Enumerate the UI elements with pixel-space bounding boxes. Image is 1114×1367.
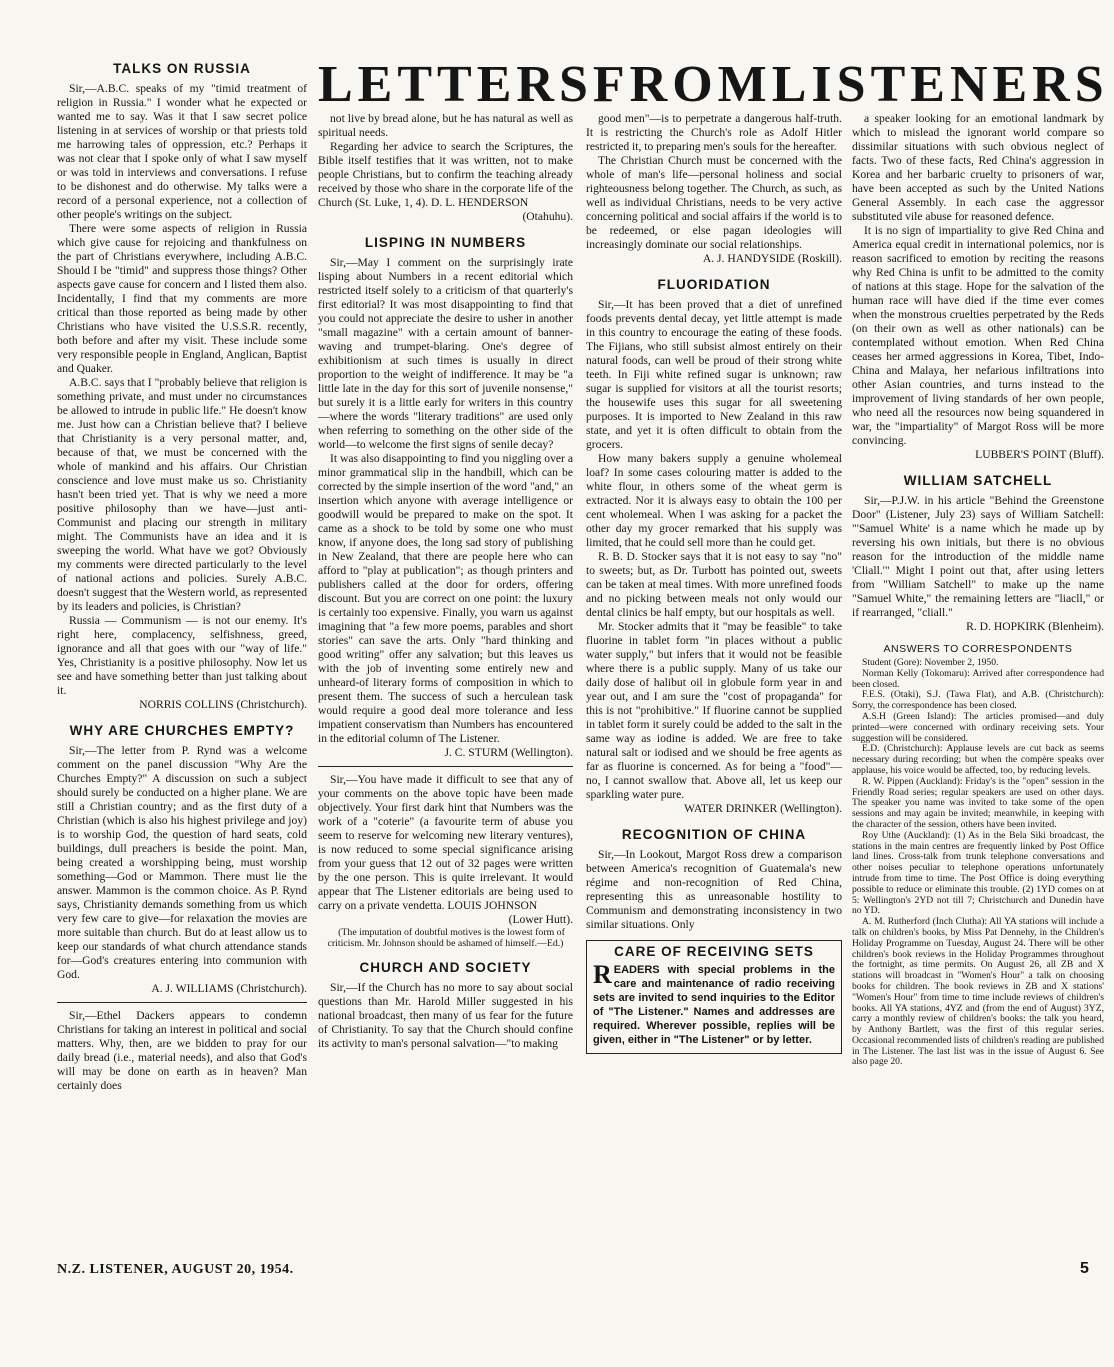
paragraph: R. B. D. Stocker says that it is not easy to say "no" to sweets; but, as Dr. Turbott has pointed out, sweets can be taken at meal times. With more unrefined foods and no picking between meals not only would our dental clinics be half empty, but our hospitals as well. bbox=[586, 550, 842, 619]
heading-william-satchell: WILLIAM SATCHELL bbox=[903, 473, 1053, 488]
paragraph: Sir,—It has been proved that a diet of unrefined foods prevents dental decay, yet little attempt is made in this country to encourage the eating of these foods. The Fijians, who still subsist almost entirely on their natural foods, can well be proud of their strong white teeth. In Fiji white refined sugar is unknown; raw sugar is supplied for visitors at all the tourist resorts; the housewife uses this sugar for all sweetening purposes. It is imported to New Zealand in this raw state, and yet it is often difficult to obtain from the grocers. bbox=[586, 298, 842, 451]
care-notice-text: EADERS with special problems in the care and maintenance of radio receiving sets are invited to send inquiries to the Editor of "The Listener." Names and addresses are required. Wherever possible, replies will be given, either in "The Listener" or by letter. bbox=[593, 964, 835, 1046]
paragraph: Sir,—May I comment on the surprisingly irate lisping about Numbers in a recent editorial which restricted itself solely to a criticism of that quarterly's first editorial? It was most disappointing to find that you could not appreciate the desire to usher in another "small magazine" with a certain amount of banner-waving and trumpet-blaring. One's degree of exhibitionism at such times is usually in direct proportion to the weight of indifference. It may be "a little late in the day for this sort of juvenile nonsense," but surely it is a little early for writers in this country—where the words "literary traditions" are used only when referring to something on the other side of the world—to welcome the first signs of senile decay? bbox=[318, 256, 573, 451]
signature: (Otahuhu). bbox=[522, 210, 573, 223]
letter-recognition-china bbox=[586, 848, 842, 932]
paragraph: good men"—is to perpetrate a dangerous half-truth. It is restricting the Church's role as Adolf Hitler restricted it, to preparing men's souls for the hereafter. bbox=[586, 112, 842, 153]
signature: LUBBER'S POINT (Bluff). bbox=[975, 448, 1104, 461]
column-1 bbox=[57, 60, 307, 1256]
signature: R. D. HOPKIRK (Blenheim). bbox=[966, 620, 1104, 633]
paragraph: Sir,—Ethel Dackers appears to condemn Christians for taking an interest in political and social matters. Why, then, are we bidden to pray for our daily bread (i.e., material needs), and also that God's will may be done on earth as in heaven? Man certainly does bbox=[57, 1009, 307, 1092]
letter-william-satchell bbox=[852, 494, 1104, 620]
paragraph: Sir,—A.B.C. speaks of my "timid treatment of religion in Russia." I wonder what he expected or wanted me to say. Was it that I saw secret police listening in at services of worship or that priests told me harrowing tales of oppression, etc.? Perhaps it was not clear that I spoke only of what I saw myself or was told in interviews and conversations. I refuse to be dishonest and do otherwise. My talks were a record of a personal experience, not a collection of other people's writings on the subject. bbox=[57, 82, 307, 221]
paragraph: A. M. Rutherford (Inch Clutha): All YA stations will include a talk on children's books, by Miss Pat Dennehy, in the Children's Holiday Programme on Tuesday, August 24. There will be other children's book reviews in the Holiday Programmes throughout the fortnight, as time permits. On August 26, all ZB and X stations will broadcast in "Women's Hour" a talk on choosing books for children. The book reviews in ZB and X stations' "Women's Hour" from time to time include reviews of children's books. All YA stations, 4YZ and (from the end of August) 3YZ, carry a monthly review of children's books: the talk you heard, by Anthony Bartlett, was the first of this regular series. Occasional recommended lists of children's reading are published in The Listener. The last list was in the issue of August 6. See also page 20. bbox=[852, 916, 1104, 1068]
masthead bbox=[318, 56, 1109, 113]
page-number: 5 bbox=[1080, 1260, 1089, 1277]
heading-lisping-in-numbers: LISPING IN NUMBERS bbox=[364, 235, 527, 250]
footer-publication: N.Z. LISTENER, AUGUST 20, 1954. bbox=[57, 1262, 294, 1277]
paragraph: There were some aspects of religion in Russia which give cause for rejoicing and thankfulness on the part of Christians everywhere, including A.B.C. Should I be "timid" and suppress those things? Other aspects gave cause for concern and I listed them also. Incidentally, I find that my comments are more critical than those reported as being made by other Christians who have visited the U.S.S.R. recently, both before and after my visit. These include some very responsible people in England, Anglican, Baptist and Quaker. bbox=[57, 222, 307, 375]
letter-churches-empty bbox=[57, 744, 307, 982]
signature: J. C. STURM (Wellington). bbox=[444, 746, 573, 759]
paragraph: F.E.S. (Otaki), S.J. (Tawa Flat), and A.B. (Christchurch): Sorry, the correspondence has been closed. bbox=[852, 689, 1104, 712]
column-3 bbox=[586, 112, 842, 1256]
paragraph: Sir,—You have made it difficult to see that any of your comments on the above topic have been made objectively. Your first dark hint that Numbers was the work of a "coterie" (a favourite term of abuse you seem to reserve for welcoming new literary ventures), is now reduced to some special significance arising from your guess that 12 out of 32 pages were written by the one person. This is quite irrelevant. It would appear that The Listener editorials are being used to carry on a private vendetta. LOUIS JOHNSON bbox=[318, 773, 573, 912]
paragraph: A.B.C. says that I "probably believe that religion is something private, and must under no circumstances be allowed to intrude in public life." He doesn't know me. Just how can a Christian believe that? I believe that Christianity is a very personal matter, and, because of that, we must be concerned with the whole of mankind and his affairs. Our Christian conscience and love must make us so. Christianity hasn't been tried yet. That is why we need a more positive philosophy than we have—just anti-Communist and placing our strength in military might. The Communists have an idea and it is sweeping the world. What have we got? Obviously my comments were directed particularly to the level of national actions and policies. Surely A.B.C. doesn't suggest that the Western world, as represented by its leaders and policies, is Christian? bbox=[57, 376, 307, 613]
signature: (Lower Hutt). bbox=[508, 913, 573, 926]
paragraph: not live by bread alone, but he has natural as well as spiritual needs. bbox=[318, 112, 573, 139]
heading-church-and-society: CHURCH AND SOCIETY bbox=[359, 960, 532, 975]
paragraph: E.D. (Christchurch): Applause levels are cut back as seems necessary during recording; but when the compère speaks over applause, his voice would be affected, too, by reducing levels. bbox=[852, 743, 1104, 776]
signature: A. J. HANDYSIDE (Roskill). bbox=[702, 252, 842, 265]
paragraph: Sir,—The letter from P. Rynd was a welcome comment on the panel discussion "Why Are the Churches Empty?" A discussion on such a subject should surely be conducted on a higher plane. We are still a Christian country; and as the first duty of a Christian (which is also his highest privilege and joy) is to worship God, the question of hard seats, cold buildings, dull preachers is beside the point. Man, being created a worshipping being, must worship something—God or Mammon. There must lie the answer. Mammon is the common choice. As P. Rynd says, Christianity demands something from us which very few care to give—for relaxation the movies are more suitable than church. But do at least allow us to keep our standards of what church attendance stands for—God's creatures entering into communion with God. bbox=[57, 744, 307, 981]
masthead-word-from: FROM bbox=[592, 56, 772, 113]
heading-why-are-churches-empty: WHY ARE CHURCHES EMPTY? bbox=[69, 723, 295, 738]
heading-fluoridation: FLUORIDATION bbox=[657, 277, 771, 292]
letter-lisping-2 bbox=[318, 773, 573, 913]
paragraph: It is no sign of impartiality to give Red China and America equal credit in international polemics, nor is reason sacrificed to emotion by reciting the reasons why Red China is unfit to be admitted to the comity of nations at this stage. Hope for the salvation of the human race will have died if the time ever comes when the monstrous cruelties perpetrated by the Reds (on their own as well as other nationals) can be contemplated without emotion. When Red China ceases her armed aggressions in Korea, Tibet, Indo-China and Malaya, her nefarious infiltrations into other Asian countries, and turns instead to the improvement of living standards of her own people, who need all the resources now being squandered in war, the "impartiality" of Margot Ross will be more convincing. bbox=[852, 224, 1104, 447]
paragraph: R. W. Pippen (Auckland): Friday's is the "open" session in the Friendly Road series; regular speakers are used on other days. The speaker you name was invited to take some of the open sessions and may again be invited; meanwhile, in keeping with the character of the session, others have been invited. bbox=[852, 775, 1104, 830]
paragraph: Roy Uthe (Auckland): (1) As in the Bela Siki broadcast, the stations in the main centres are frequently linked by Post Office land lines. Cross-talk from trunk telephone conversations and other noises peculiar to telephone operations unfortunately intrude from time to time. The Post Office is doing everything possible to reduce or eliminate this trouble. (2) 1YD comes on at 5: Wellington's 2YD not till 7; Christchurch and Dunedin have no YD. bbox=[852, 829, 1104, 917]
paragraph: Sir,—If the Church has no more to say about social questions than Mr. Harold Miller suggested in his national broadcast, then many of us fear for the future of Christianity. To say that the Church should confine its activity to man's personal salvation—"to making bbox=[318, 981, 573, 1050]
paragraph: The Christian Church must be concerned with the whole of man's life—personal holiness and social righteousness belong together. The Church, as such, as well as individual Christians, needs to be very active concerning political and social affairs if the world is to be redeemed, or else pagan ideologies will increasingly dominate our social relationships. bbox=[586, 154, 842, 251]
column-4 bbox=[852, 112, 1104, 1256]
letter-talks-on-russia bbox=[57, 82, 307, 698]
paragraph: Norman Kelly (Tokomaru): Arrived after correspondence had been closed. bbox=[852, 667, 1104, 690]
masthead-word-listeners: LISTENERS bbox=[771, 56, 1109, 113]
column-2 bbox=[318, 112, 573, 1256]
divider bbox=[318, 766, 573, 767]
letter-church-society bbox=[318, 981, 573, 1051]
care-notice bbox=[593, 960, 835, 1047]
letter-continuation bbox=[586, 112, 842, 252]
care-of-receiving-sets-box bbox=[586, 940, 842, 1054]
signature: A. J. WILLIAMS (Christchurch). bbox=[151, 982, 307, 995]
letter-ethel-dackers bbox=[57, 1009, 307, 1093]
paragraph: Russia — Communism — is not our enemy. It's right here, complacency, selfishness, greed, ignorance and all that goes with our "way of life." Yes, Christianity is a positive philosophy. Now let us see and have something better than just talking about it. bbox=[57, 614, 307, 697]
signature: WATER DRINKER (Wellington). bbox=[684, 802, 842, 815]
signature: NORRIS COLLINS (Christchurch). bbox=[139, 698, 307, 711]
heading-answers-to-correspondents: ANSWERS TO CORRESPONDENTS bbox=[883, 643, 1073, 655]
letter-lisping-1 bbox=[318, 256, 573, 746]
drop-cap: R bbox=[593, 960, 612, 989]
paragraph: Mr. Stocker admits that it "may be feasible" to take fluorine in tablet form "in places without a public water supply," but infers that it would not be feasible where there is a public supply. Many of us take our daily dose of halibut oil in globule form year in and year out, and I am sure the "cost of propaganda" for this is not "prohibitive." If fluorine cannot be supplied in tablet form it surely could be added to the salt in the same way as iodine is added. We are free to take natural salt or iodised and we should be free agents as far as fluorine is concerned. As for being a "food"—no, I cannot swallow that. Above all, let us keep our sparkling water pure. bbox=[586, 620, 842, 801]
paragraph: How many bakers supply a genuine wholemeal loaf? In some cases colouring matter is added to the white flour, in others some of the wheat germ is extracted. Nor it is always easy to obtain the 100 per cent wholemeal. When I was asking for a packet the other day my grocer remarked that his supply was limited, that he could sell more than he could get. bbox=[586, 452, 842, 549]
paragraph: Student (Gore): November 2, 1950. bbox=[862, 657, 999, 668]
letter-continuation bbox=[318, 112, 573, 210]
paragraph: Regarding her advice to search the Scriptures, the Bible itself testifies that it was written, not to make people Christians, but to confirm the teaching already received by those who share in the corporate life of the Church (St. Luke, 1, 4). D. L. HENDERSON bbox=[318, 140, 573, 209]
paragraph: Sir,—In Lookout, Margot Ross drew a comparison between America's recognition of Guatemala's new régime and non-recognition of Red China, representing this as unreasonable hostility to Communism and demonstrating inconsistency in two similar situations. Only bbox=[586, 848, 842, 931]
heading-care-of-receiving-sets: CARE OF RECEIVING SETS bbox=[614, 944, 814, 959]
answers-list bbox=[852, 658, 1104, 1068]
paragraph: Sir,—P.J.W. in his article "Behind the Greenstone Door" (Listener, July 23) says of William Satchell: "'Samuel White' is a name which he made up by reversing his own initials, but there is no obvious reason for the introduction of the middle name 'Cliall.'" Might I point out that, after using letters from "William Satchell" to make up the name "Samuel White," the remaining letters are "liacll," or if rearranged, "cliall." bbox=[852, 494, 1104, 619]
divider bbox=[57, 1002, 307, 1003]
letter-fluoridation bbox=[586, 298, 842, 802]
paragraph: A.S.H (Green Island): The articles promised—and duly printed—were concerned with ordinary receiving sets. Your suggestion will be considered. bbox=[852, 710, 1104, 744]
paragraph: It was also disappointing to find you niggling over a minor grammatical slip in the handbill, which can be corrected by the simple insertion of the word "and," an insertion which anyone with average intelligence or goodwill would be prepared to make on the spot. It came as a shock to be told by some one who must know, if anyone does, the long sad story of publishing in New Zealand, that there are people here who can afford to "play at publication"; as though printers and publishers called at the door for orders, offering discount. But you are correct on one point: the luxury is certainly too expensive. Finally, you warn us against imagining that "a few more poems, parables and short stories" can save the arts. Only "hard thinking and good writing" offer any salvation; but this leaves us with the job of inventing some entirely new and unheard-of literary forms of composition in which to present them. The success of such a herculean task would require a good deal more tolerance and less impatient conservatism than Numbers has encountered in the editorial column of The Listener. bbox=[318, 452, 573, 745]
heading-talks-on-russia: TALKS ON RUSSIA bbox=[113, 61, 251, 76]
editor-note: (The imputation of doubtful motives is the lowest form of criticism. Mr. Johnson should be ashamed of himself.—Ed.) bbox=[327, 927, 565, 949]
masthead-word-letters: LETTERS bbox=[318, 56, 593, 113]
heading-recognition-of-china: RECOGNITION OF CHINA bbox=[621, 827, 807, 842]
paragraph: a speaker looking for an emotional landmark by which to mislead the ignorant world compare so dissimilar situations with such obvious neglect of facts. Two of these facts, Red China's aggression in Korea and her barbaric cruelty to prisoners of war, have been accepted as such by the United Nations General Assembly. In each case the aggressor substituted vile abuse for reasoned defence. bbox=[852, 112, 1104, 223]
letter-china-continuation bbox=[852, 112, 1104, 448]
